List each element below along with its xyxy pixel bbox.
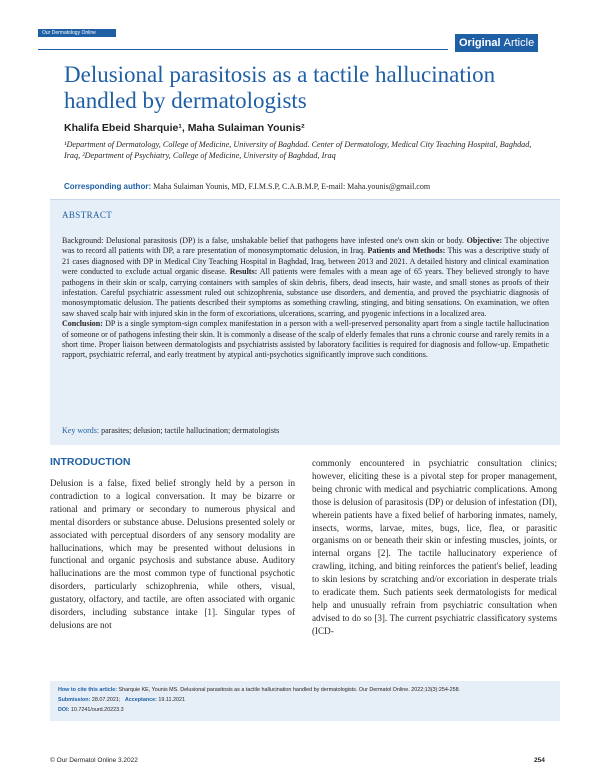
background-label: Background: xyxy=(62,236,104,245)
acceptance-label: Acceptance: xyxy=(124,697,157,703)
keywords xyxy=(62,426,549,435)
footer-copyright: © Our Dermatol Online 3.2022 xyxy=(50,757,138,764)
intro-right-column: commonly encountered in psychiatric consultation clinics; however, eliciting these is a pivotal step for proper management, being chronic with medical and psychiatric complications. Among those is delusion of parasitosis (DP) or delusion of infestation (DI), wherein patients have a fixed belief of harboring inmates, namely, insects, worms, larvae, mites, bugs, lice, flea, or parasitic organisms on or beneath their skin or infesting muscles, joints, or internal organs [2]. The tactile hallucinatory experience of crawling, itching, and biting reinforces the patient's belief, leading to skin lesions by scratching and/or excoriation in desperate trials to eradicate them. Such patients seek dermatologists for medical help and unusually refrain from psychiatric consultation when advised to do so [3]. The current psychiatric classificatory systems (ICD- xyxy=(312,458,557,636)
affiliations: ¹Department of Dermatology, College of Medicine, University of Baghdad. Center of Dermatology, Medical City Teaching Hospital, Baghdad, Iraq, ²Department of Psychiatry, College of Medicine, University of Baghdad, Iraq xyxy=(64,140,532,160)
introduction-heading: INTRODUCTION xyxy=(50,456,131,468)
badge-word-original: Original xyxy=(459,37,501,49)
conclusion-label: Conclusion: xyxy=(62,319,103,329)
page-number: 254 xyxy=(534,757,545,764)
howto-text: Sharquie KE, Younis MS. Delusional parasitosis as a tactile hallucination handled by dermatologists. Our Dermatol Online. 2022;13(3):254-258. xyxy=(118,687,461,693)
objective-text: The objective was to record all patients with DP, a rare presentation of monosymptomatic delusion, in Iraq. xyxy=(62,236,550,256)
article-title: Delusional parasitosis as a tactile hallucination handled by dermatologists xyxy=(64,62,496,113)
corresponding-author xyxy=(64,181,544,192)
methods-text: This was a descriptive study of 21 cases diagnosed with DP in Medical City Teaching Hospital in Baghdad, Iraq, between 2013 and 2021. A detailed history and clinical examination were conducted to exclude actual organic disease. xyxy=(62,246,550,277)
conclusion-text: DP is a single symptom-sign complex manifestation in a person with a well-preserved personality apart from a single tactile hallucination of someone or of pathogens infesting their skin. It is commonly a disease of the scalp of elderly females that runs a chronic course and rarely remits in a short time. Proper liaison between dermatologists and psychiatrists assisted by laboratory facilities is required for diagnosis and follow-up. Empathetic rapport, psychiatric referral, and early treatment by atypical anti-psychotics significantly improve such conditions. xyxy=(62,319,550,360)
header-rule xyxy=(38,49,448,50)
doi-link[interactable]: 10.7241/ourd.20223.3 xyxy=(70,707,124,713)
keywords-label: Key words: xyxy=(62,426,100,435)
citation-block xyxy=(58,685,558,715)
howto-line xyxy=(58,685,558,695)
journal-tab: Our Dermatology Online xyxy=(38,29,116,37)
doi-line xyxy=(58,705,558,715)
results-text: All patients were females with a mean age of 65 years. They believed strongly to have pathogens in their skin or scalp, carrying containers with samples of skin debris, fibers, dead insects, hair waste, and small stones as proofs of their infestation. Careful psychiatric assessment ruled out schizophrenia, substance use disorders, and dementia, and proved the psychiatric diagnosis of monosymptomatic delusion. The patients described their symptoms as something crawling, stinging, and biting sensations. On examination, we often saw shaved scalp hair with injured skin in the form of excoriations, ulcerations, scarring, and pyogenic infections in a localized area. xyxy=(62,267,550,318)
methods-label: Patients and Methods: xyxy=(367,246,446,256)
abstract-heading: ABSTRACT xyxy=(62,210,113,220)
corresponding-text: Maha Sulaiman Younis, MD, F.I.M.S.P, C.A.B.M.P, E-mail: Maha.younis@gmail.com xyxy=(153,182,431,191)
dates-line xyxy=(58,695,558,705)
badge-word-article: Article xyxy=(503,37,535,49)
acceptance-date: 19.11.2021 xyxy=(158,697,185,703)
corresponding-label: Corresponding author: xyxy=(64,182,152,191)
submission-date: 28.07.2021; xyxy=(91,697,121,703)
background-text: Delusional parasitosis (DP) is a false, unshakable belief that pathogens have infested one's own skin or body. xyxy=(105,236,465,245)
article-type-badge xyxy=(455,34,538,52)
howto-label: How to cite this article: xyxy=(58,687,118,693)
keywords-text: parasites; delusion; tactile hallucination; dermatologists xyxy=(101,426,280,435)
doi-label: DOI: xyxy=(58,707,70,713)
submission-label: Submission: xyxy=(58,697,91,703)
objective-label: Objective: xyxy=(466,236,503,245)
author-list: Khalifa Ebeid Sharquie¹, Maha Sulaiman Younis² xyxy=(64,122,305,134)
results-label: Results: xyxy=(229,267,258,277)
intro-left-column: Delusion is a false, fixed belief strongly held by a person in contradiction to a logical conversation. It may be bizarre or rational and primary or secondary to numerous physical and mental disorders or substance abuse. Delusions presented solely or associated with perceptual disorders of any sensory modality are hallucinations, which may be presented without delusions in functional and organic psychosis and substance abuse. Auditory hallucinations are the most common type of functional psychotic disorders, particularly schizophrenia, while others, visual, gustatory, olfactory, and tactile, are often associated with organic disorders, including substance intake [1]. Singular types of delusions are not xyxy=(50,478,295,630)
abstract-body xyxy=(62,236,549,361)
